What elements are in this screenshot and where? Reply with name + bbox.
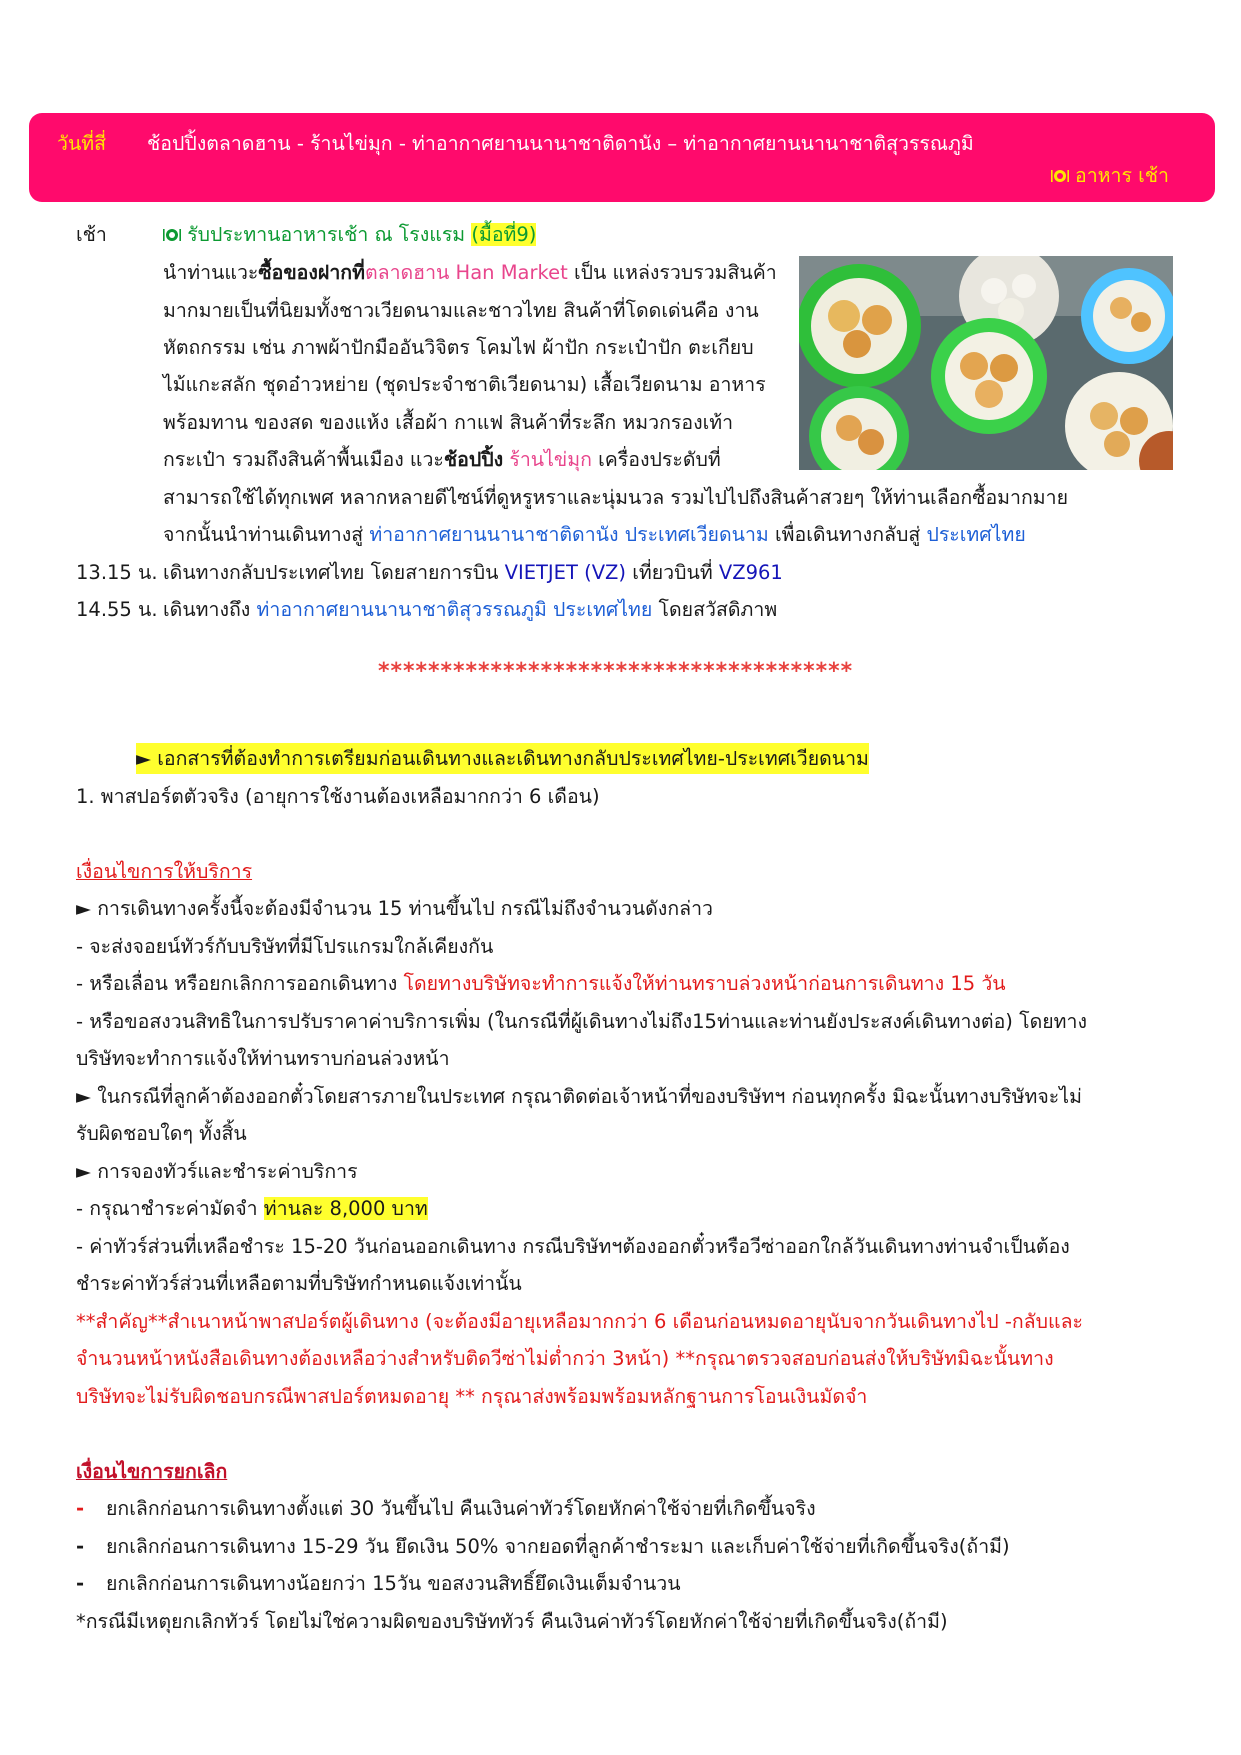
- service-line-1: ► การเดินทางครั้งนี้จะต้องมีจำนวน 15 ท่านขึ้นไป กรณีไม่ถึงจำนวนดังกล่าว: [76, 897, 713, 920]
- cancellation-note: *กรณีมีเหตุยกเลิกทัวร์ โดยไม่ใช่ความผิดของบริษัททัวร์ คืนเงินค่าทัวร์โดยหักค่าใช้จ่ายที่เกิดขึ้นจริง(ถ้ามี): [76, 1610, 948, 1633]
- service-line-10: - ค่าทัวร์ส่วนที่เหลือชำระ 15-20 วันก่อนออกเดินทาง กรณีบริษัทฯต้องออกตั๋วหรือวีซ่าออกใกล้วันเดินทางท่านจำเป็นต้อง: [76, 1235, 1070, 1258]
- bullet-dash: -: [76, 1535, 85, 1558]
- suvarnabhumi-airport: ท่าอากาศยานนานาชาติสุวรรณภูมิ ประเทศไทย: [256, 598, 653, 621]
- text-segment: เพื่อเดินทางกลับสู่: [768, 523, 927, 546]
- service-line-11: ชำระค่าทัวร์ส่วนที่เหลือตามที่บริษัทกำหนดแจ้งเท่านั้น: [76, 1272, 522, 1295]
- danang-airport: ท่าอากาศยานนานาชาติดานัง ประเทศเวียดนาม: [369, 523, 769, 546]
- cancellation-title: เงื่อนไขการยกเลิก: [76, 1460, 228, 1483]
- cancellation-item-text: ยกเลิกก่อนการเดินทางตั้งแต่ 30 วันขึ้นไป คืนเงินค่าทัวร์โดยหักค่าใช้จ่ายที่เกิดขึ้นจริง: [106, 1497, 816, 1520]
- pearl-shop-name: ร้านไข่มุก: [503, 448, 592, 471]
- market-paragraph-line-2: มากมายเป็นที่นิยมทั้งชาวเวียดนามและชาวไทย สินค้าที่โดดเด่นคือ งาน: [163, 299, 759, 322]
- service-conditions-title: เงื่อนไขการให้บริการ: [76, 860, 253, 883]
- documents-heading: ► เอกสารที่ต้องทำการเตรียมก่อนเดินทางและเดินทางกลับประเทศไทย-ประเทศเวียดนาม: [136, 743, 869, 774]
- cancellation-item-text: ยกเลิกก่อนการเดินทางน้อยกว่า 15วัน ขอสงวนสิทธิ์ยึดเงินเต็มจำนวน: [106, 1572, 681, 1595]
- han-market-name: ตลาดฮาน Han Market: [364, 261, 568, 284]
- market-paragraph-line-7: สามารถใช้ได้ทุกเพศ หลากหลายดีไซน์ที่ดูหรูหราและนุ่มนวล รวมไปไปถึงสินค้าสวยๆ ให้ท่านเลือกซื้อมากมาย: [163, 486, 1068, 509]
- service-line-5: บริษัทจะทำการแจ้งให้ท่านทราบก่อนล่วงหน้า: [76, 1047, 450, 1070]
- service-line-2: - จะส่งจอยน์ทัวร์กับบริษัทที่มีโปรแกรมใกล้เคียงกัน: [76, 935, 494, 958]
- text-segment: - หรือเลื่อน หรือยกเลิกการออกเดินทาง: [76, 972, 404, 995]
- breakfast-meal-number: (มื้อที่9): [471, 223, 537, 246]
- passport-note-line-2: จำนวนหน้าหนังสือเดินทางต้องเหลือว่างสำหรับติดวีซ่าไม่ต่ำกว่า 3หน้า) **กรุณาตรวจสอบก่อนส่งให้บริษัทมิฉะนั้นทาง: [76, 1347, 1054, 1370]
- cancellation-item-text: ยกเลิกก่อนการเดินทาง 15-29 วัน ยึดเงิน 50% จากยอดที่ลูกค้าชำระมา และเก็บค่าใช้จ่ายที่เกิดขึ้นจริง(ถ้ามี): [106, 1535, 1010, 1558]
- passport-note-line-3: บริษัทจะไม่รับผิดชอบกรณีพาสปอร์ตหมดอายุ ** กรุณาส่งพร้อมพร้อมหลักฐานการโอนเงินมัดจำ: [76, 1385, 868, 1408]
- departure-line: [163, 557, 783, 588]
- deposit-amount: ท่านละ 8,000 บาท: [263, 1197, 428, 1220]
- market-paragraph-line-8: [163, 519, 1026, 550]
- vietnamese-street-food-photo: [799, 256, 1173, 470]
- cancellation-item: [76, 1531, 1010, 1562]
- market-paragraph-line-6: [163, 444, 721, 475]
- flight-number: VZ961: [718, 561, 783, 584]
- market-paragraph-line-3: หัตถกรรม เช่น ภาพผ้าปักมืออันวิจิตร โคมไฟ ผ้าปัก กระเป๋าปัก ตะเกียบ: [163, 336, 754, 359]
- market-paragraph-line-5: พร้อมทาน ของสด ของแห้ง เสื้อผ้า กาแฟ สินค้าที่ระลึก หมวกรองเท้า: [163, 411, 734, 434]
- service-line-8: ► การจองทัวร์และชำระค่าบริการ: [76, 1160, 358, 1183]
- text-segment: เดินทางกลับประเทศไทย โดยสายการบิน: [163, 561, 505, 584]
- text-segment: จากนั้นนำท่านเดินทางสู่: [163, 523, 370, 546]
- service-line-9: [76, 1193, 428, 1224]
- text-segment: เป็น แหล่งรวบรวมสินค้า: [567, 261, 777, 284]
- text-segment: เที่ยวบินที่: [626, 561, 719, 584]
- text-segment: เดินทางถึง: [163, 598, 257, 621]
- text-segment: - กรุณาชำระค่ามัดจำ: [76, 1197, 264, 1220]
- breakfast-text: รับประทานอาหารเช้า ณ โรงแรม: [187, 223, 466, 246]
- morning-time: เช้า: [76, 223, 107, 246]
- service-line-7: รับผิดชอบใดๆ ทั้งสิ้น: [76, 1122, 247, 1145]
- meals-label: [1051, 160, 1169, 191]
- text-segment: กระเป๋า รวมถึงสินค้าพื้นเมือง แวะ: [163, 448, 444, 471]
- bullet-dash: -: [76, 1497, 85, 1520]
- bullet-dash: -: [76, 1572, 85, 1595]
- passport-note-line-1: **สำคัญ**สำเนาหน้าพาสปอร์ตผู้เดินทาง (จะต้องมีอายุเหลือมากกว่า 6 เดือนก่อนหมดอายุนับจากวันเดินทางไป -กลับและ: [76, 1310, 1084, 1333]
- thailand-destination: ประเทศไทย: [926, 523, 1026, 546]
- text-segment: โดยสวัสดิภาพ: [652, 598, 778, 621]
- star-separator: **************************************: [378, 659, 854, 684]
- airline-name: VIETJET (VZ): [504, 561, 627, 584]
- route-title: ช้อปปิ้งตลาดฮาน - ร้านไข่มุก - ท่าอากาศยานนานาชาติดานัง – ท่าอากาศยานนานาชาติสุวรรณภูมิ: [147, 132, 974, 155]
- market-paragraph-line-1: [163, 257, 777, 288]
- departure-time: 13.15 น.: [76, 561, 158, 584]
- day-label: วันที่สี่: [57, 132, 107, 155]
- documents-item-1: 1. พาสปอร์ตตัวจริง (อายุการใช้งานต้องเหลือมากกว่า 6 เดือน): [76, 785, 600, 808]
- text-segment: เครื่องประดับที่: [591, 448, 721, 471]
- advance-notice-text: โดยทางบริษัทจะทำการแจ้งให้ท่านทราบล่วงหน้าก่อนการเดินทาง 15 วัน: [403, 972, 1006, 995]
- cancellation-item: [76, 1493, 816, 1524]
- market-paragraph-line-4: ไม้แกะสลัก ชุดอ๋าวหย่าย (ชุดประจำชาติเวียดนาม) เสื้อเวียดนาม อาหาร: [163, 373, 766, 396]
- breakfast-line: [163, 219, 536, 250]
- service-line-6: ► ในกรณีที่ลูกค้าต้องออกตั๋วโดยสารภายในประเทศ กรุณาติดต่อเจ้าหน้าที่ของบริษัทฯ ก่อนทุกครั้ง มิฉะนั้นทางบริษัทจะไม่: [76, 1085, 1082, 1108]
- text-segment: นำท่านแวะ: [163, 261, 259, 284]
- text-segment: ซื้อของฝากที่: [258, 261, 365, 284]
- arrival-time: 14.55 น.: [76, 598, 158, 621]
- text-segment: ช้อปปิ้ง: [443, 448, 504, 471]
- service-line-3: [76, 968, 1006, 999]
- service-line-4: - หรือขอสงวนสิทธิในการปรับราคาค่าบริการเพิ่ม (ในกรณีที่ผู้เดินทางไม่ถึง15ท่านและท่านยังประสงค์เดินทางต่อ) โดยทาง: [76, 1010, 1088, 1033]
- plate-icon: [163, 228, 181, 242]
- day-banner: [29, 113, 1215, 202]
- plate-icon: [1051, 169, 1069, 183]
- cancellation-item: [76, 1568, 681, 1599]
- arrival-line: [163, 594, 777, 625]
- meals-text: อาหาร เช้า: [1075, 164, 1169, 187]
